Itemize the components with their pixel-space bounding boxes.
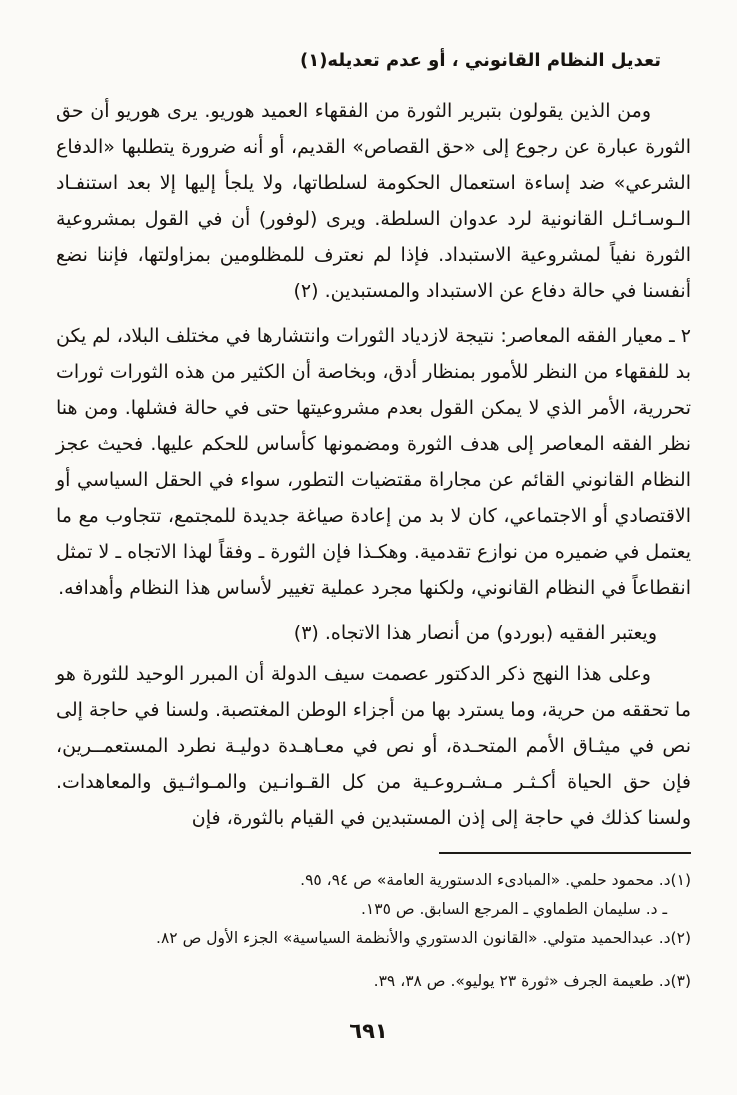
footnote-1: (١)د. محمود حلمي. «المبادىء الدستورية العامة» ص ٩٤، ٩٥. bbox=[300, 871, 691, 889]
footnote-3: (٣)د. طعيمة الجرف «ثورة ٢٣ يوليو». ص ٣٨، ٣٩. bbox=[373, 972, 691, 990]
footnote-1-continued: ـ د. سليمان الطماوي ـ المرجع السابق. ص ١٣٥. bbox=[360, 900, 667, 918]
paragraph-esmat-seif-aldawla: وعلى هذا النهج ذكر الدكتور عصمت سيف الدولة أن المبرر الوحيد للثورة هو ما تحققه من حرية، وما يسترد بها من أجزاء الوطن المغتصبة. ولسنا في حاجة إلى نص في ميثـاق الأمم المتحـدة، أو نص في معـاهـدة دوليـة نطرد المستعمــرين، فإن حق الحياة أكـثـر مـشـروعـية من كل القـوانـين والمـواثـيق والمعاهدات. ولسنا كذلك في حاجة إلى إذن المستبدين في القيام بالثورة، فإن bbox=[56, 663, 691, 829]
paragraph-revolution-justification: ومن الذين يقولون بتبرير الثورة من الفقهاء العميد هوريو. يرى هوريو أن حق الثورة عبارة عن رجوع إلى «حق القصاص» القديم، أو أنه ضرورة يتطلبها «الدفاع الشرعي» ضد إساءة استعمال الحكومة لسلطاتها، ولا يلجأ إليها إلا بعد استنفـاد الـوسـائـل القانونية لرد عدوان السلطة. ويرى (لوفور) أن في القول بمشروعية الثورة نفياً لمشروعية الاستبداد. فإذا لم نعترف للمظلومين بمزاولتها، فإننا نضع أنفسنا في حالة دفاع عن الاستبداد والمستبدين. (٢) bbox=[56, 100, 691, 302]
paragraph-bordeaux-supporters: ويعتبر الفقيه (بوردو) من أنصار هذا الاتجاه. (٣) bbox=[293, 622, 657, 644]
footnote-separator-line bbox=[439, 852, 691, 854]
section-heading: تعديل النظام القانوني ، أو عدم تعديله(١) bbox=[299, 50, 661, 71]
footnotes-section bbox=[56, 866, 691, 996]
footnote-2: (٢)د. عبدالحميد متولي. «القانون الدستوري والأنظمة السياسية» الجزء الأول ص ٨٢. bbox=[156, 929, 691, 947]
page-number: ٦٩١ bbox=[349, 1019, 388, 1043]
paragraph-contemporary-fiqh-standard: ٢ ـ معيار الفقه المعاصر: نتيجة لازدياد الثورات وانتشارها في مختلف البلاد، لم يكن بد للفقهاء من النظر للأمور بمنظار أدق، وبخاصة أن الكثير من هذه الثورات ثورات تحررية، الأمر الذي لا يمكن القول بعدم مشروعيتها حتى في حالة فشلها. ومن هنا نظر الفقه المعاصر إلى هدف الثورة ومضمونها كأساس للحكم عليها. فحيث عجز النظام القانوني القائم عن مجاراة مقتضيات التطور، سواء في الحقل السياسي أو الاقتصادي أو الاجتماعي، كان لا بد من إعادة صياغة جديدة للمجتمع، تتجاوب مع ما يعتمل في ضميره من نوازع تقدمية. وهكـذا فإن الثورة ـ وفقاً لهذا الاتجاه ـ لا تمثل انقطاعاً في النظام القانوني، ولكنها مجرد عملية تغيير لأساس هذا النظام وأهدافه. bbox=[56, 325, 691, 599]
